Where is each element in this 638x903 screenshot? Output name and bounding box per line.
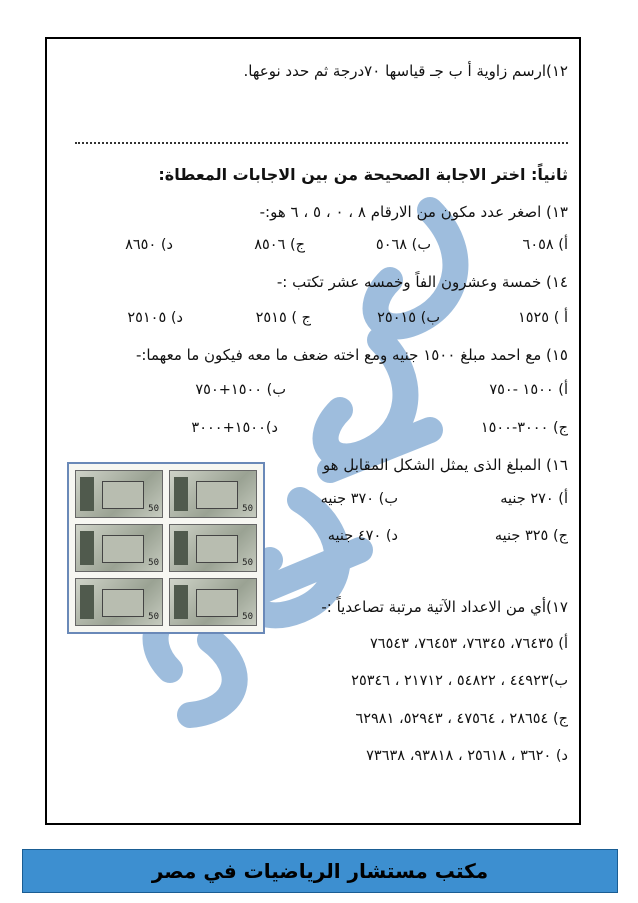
banknotes-figure	[67, 462, 265, 634]
footer-banner: مكتب مستشار الرياضيات في مصر	[22, 849, 618, 893]
question-17-stem: ١٧)أي من الاعداد الآتية مرتبة تصاعدياً :-	[321, 598, 568, 616]
banknote: 50	[75, 524, 163, 572]
q14-option-a[interactable]: أ ) ١٥٢٥	[517, 310, 568, 326]
question-12: ١٢)ارسم زاوية أ ب جـ قياسها ٧٠درجة ثم حدد نوعها.	[243, 62, 568, 80]
q14-option-d[interactable]: د) ٢٥١٠٥	[127, 310, 183, 326]
q14-option-b[interactable]: ب) ٢٥٠١٥	[377, 310, 440, 326]
banknote: 50	[169, 578, 257, 626]
banknote: 50	[169, 524, 257, 572]
q13-option-c[interactable]: ج) ٨٥٠٦	[254, 237, 305, 253]
q16-option-c[interactable]: ج) ٣٢٥ جنيه	[494, 528, 568, 544]
answer-dotted-line	[75, 136, 568, 144]
q13-option-b[interactable]: ب) ٥٠٦٨	[375, 237, 431, 253]
q13-option-a[interactable]: أ) ٦٠٥٨	[522, 237, 568, 253]
banknote: 50	[75, 470, 163, 518]
section-title: ثانياً: اختر الاجابة الصحيحة من بين الاجابات المعطاة:	[158, 165, 568, 184]
q17-option-c[interactable]: ج) ٢٨٦٥٤ ، ٤٧٥٦٤ ، ٥٢٩٤٣، ٦٢٩٨١	[355, 711, 568, 727]
q16-option-a[interactable]: أ) ٢٧٠ جنيه	[500, 491, 568, 507]
q14-option-c[interactable]: ج ) ٢٥١٥	[255, 310, 311, 326]
q15-option-a[interactable]: أ) ١٥٠٠ -٧٥٠	[489, 382, 568, 398]
q15-option-d[interactable]: د)١٥٠٠+٣٠٠٠	[191, 420, 278, 436]
banknote: 50	[169, 470, 257, 518]
question-13-stem: ١٣) اصغر عدد مكون من الارقام ٨ ، ٠ ، ٥ ، ٦ هو:-	[259, 203, 568, 221]
question-15-stem: ١٥) مع احمد مبلغ ١٥٠٠ جنيه ومع اخته ضعف ما معه فيكون ما معهما:-	[135, 346, 568, 364]
q15-option-b[interactable]: ب) ١٥٠٠+٧٥٠	[195, 382, 286, 398]
question-16-stem: ١٦) المبلغ الذى يمثل الشكل المقابل هو	[322, 456, 568, 474]
q17-option-b[interactable]: ب)٤٤٩٢٣ ، ٥٤٨٢٢ ، ٢١٧١٢ ، ٢٥٣٤٦	[351, 673, 568, 689]
q15-option-c[interactable]: ج) ٣٠٠٠-١٥٠٠	[480, 420, 568, 436]
banknote: 50	[75, 578, 163, 626]
q16-option-d[interactable]: د) ٤٧٠ جنيه	[327, 528, 398, 544]
q17-option-a[interactable]: أ) ٧٦٤٣٥، ٧٦٣٤٥، ٧٦٤٥٣، ٧٦٥٤٣	[370, 636, 568, 652]
question-14-stem: ١٤) خمسة وعشرون الفاً وخمسه عشر تكتب :-	[276, 273, 568, 291]
q17-option-d[interactable]: د) ٣٦٢٠ ، ٢٥٦١٨ ، ٩٣٨١٨، ٧٣٦٣٨	[366, 748, 568, 764]
q16-option-b[interactable]: ب) ٣٧٠ جنيه	[320, 491, 398, 507]
q13-option-d[interactable]: د) ٨٦٥٠	[125, 237, 173, 253]
